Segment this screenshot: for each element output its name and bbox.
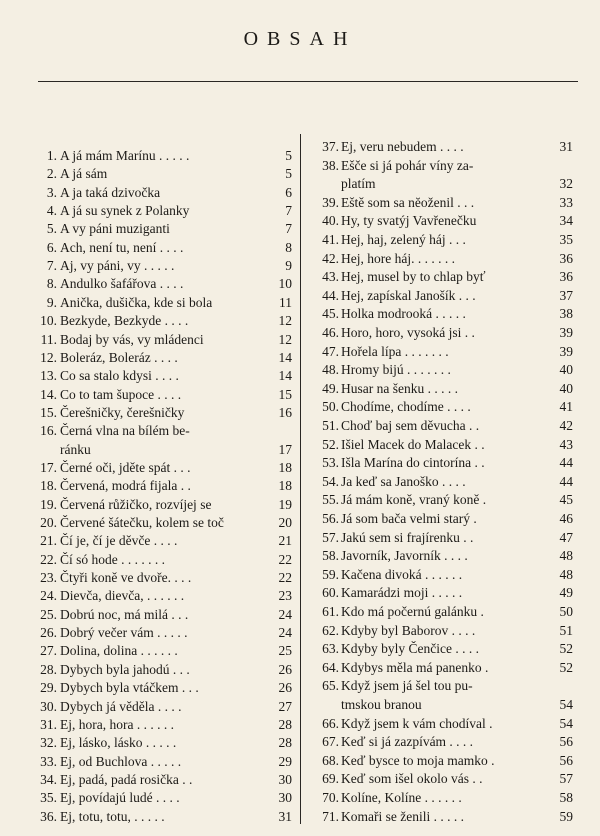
entry-title: Holka modrooká . . . . . bbox=[341, 306, 466, 322]
entry-title: ránku bbox=[60, 441, 91, 457]
entry-page-number: 12 bbox=[278, 313, 292, 329]
entry-number: 46. bbox=[322, 325, 339, 340]
entry-number: 19. bbox=[40, 496, 57, 512]
entry-title: Kdyby byly Čenčice . . . . bbox=[341, 641, 479, 657]
entry-page-number: 34 bbox=[559, 213, 573, 229]
entry-page-number: 7 bbox=[285, 203, 292, 219]
entry-page-number: 44 bbox=[559, 455, 573, 471]
entry-page-number: 48 bbox=[559, 566, 573, 582]
entry-title: Dybych byla vtáčkem . . . bbox=[60, 680, 199, 696]
toc-entry bbox=[30, 458, 292, 478]
entry-title: Ej, padá, padá rosička . . bbox=[60, 771, 193, 787]
entry-number: 16. bbox=[40, 423, 57, 439]
entry-title: Kdyby byl Baborov . . . . bbox=[341, 622, 476, 638]
entry-page-number: 12 bbox=[278, 331, 292, 347]
entry-number: 39. bbox=[322, 194, 339, 210]
toc-entry bbox=[308, 621, 573, 641]
toc-entry bbox=[308, 249, 573, 269]
entry-page-number: 24 bbox=[278, 625, 292, 641]
entry-page-number: 18 bbox=[278, 478, 292, 494]
toc-entry bbox=[30, 586, 292, 606]
entry-number: 63. bbox=[322, 641, 339, 657]
entry-number: 4. bbox=[46, 203, 57, 219]
entry-number: 20. bbox=[40, 515, 57, 530]
entry-number: 34. bbox=[40, 771, 57, 787]
toc-entry bbox=[30, 752, 292, 772]
toc-entry bbox=[308, 156, 573, 176]
entry-page-number: 22 bbox=[278, 551, 292, 567]
entry-page-number: 46 bbox=[559, 511, 573, 526]
entry-title: Kamarádzi moji . . . . . bbox=[341, 585, 463, 601]
toc-entry bbox=[30, 697, 292, 717]
entry-title: Hromy bijú . . . . . . . bbox=[341, 362, 451, 378]
entry-title: Husar na šenku . . . . . bbox=[341, 380, 458, 396]
entry-number: 23. bbox=[40, 570, 57, 586]
entry-page-number: 49 bbox=[559, 585, 573, 601]
entry-page-number: 28 bbox=[278, 735, 292, 751]
toc-entry bbox=[308, 435, 573, 455]
entry-page-number: 16 bbox=[278, 404, 292, 420]
toc-entry bbox=[308, 490, 573, 510]
entry-page-number: 5 bbox=[285, 148, 292, 163]
entry-title: Ej, totu, totu, . . . . . bbox=[60, 808, 165, 824]
entry-title: Kdybys měla má panenko . bbox=[341, 659, 489, 675]
title-rule bbox=[38, 81, 578, 82]
toc-entry bbox=[30, 733, 292, 753]
toc-entry bbox=[308, 602, 573, 622]
entry-number: 66. bbox=[322, 715, 339, 731]
entry-number: 61. bbox=[322, 604, 339, 619]
entry-title: Čerešničky, čerešničky bbox=[60, 404, 185, 420]
entry-title: Kolíne, Kolíne . . . . . . bbox=[341, 790, 462, 805]
entry-title: Co to tam šupoce . . . . bbox=[60, 386, 182, 402]
entry-title: Komaři se ženili . . . . . bbox=[341, 808, 464, 824]
entry-number: 31. bbox=[40, 716, 57, 732]
toc-entry bbox=[308, 807, 573, 827]
entry-number: 30. bbox=[40, 698, 57, 714]
entry-number: 1. bbox=[46, 148, 57, 163]
entry-page-number: 14 bbox=[278, 368, 292, 384]
entry-page-number: 42 bbox=[559, 418, 573, 433]
entry-number: 52. bbox=[322, 436, 339, 452]
toc-entry bbox=[308, 379, 573, 399]
toc-entry bbox=[30, 660, 292, 680]
entry-page-number: 40 bbox=[559, 362, 573, 378]
entry-page-number: 27 bbox=[278, 698, 292, 714]
toc-entry bbox=[308, 342, 573, 362]
entry-title: Jakú sem si frajírenku . . bbox=[341, 529, 474, 545]
toc-entry bbox=[30, 164, 292, 184]
entry-page-number: 17 bbox=[278, 441, 292, 457]
toc-entry bbox=[308, 751, 573, 771]
entry-page-number: 11 bbox=[279, 294, 292, 310]
toc-entry bbox=[30, 219, 292, 239]
entry-number: 54. bbox=[322, 473, 339, 489]
entry-title: Červená, modrá fijala . . bbox=[60, 478, 191, 494]
entry-title: Andulko šafářova . . . . bbox=[60, 276, 184, 292]
entry-number: 62. bbox=[322, 622, 339, 638]
entry-title: Ej, hora, hora . . . . . . bbox=[60, 716, 174, 732]
entry-page-number: 19 bbox=[278, 496, 292, 512]
entry-number: 67. bbox=[322, 734, 339, 750]
entry-number: 33. bbox=[40, 753, 57, 769]
toc-entry bbox=[308, 565, 573, 585]
toc-entry bbox=[30, 531, 292, 551]
entry-number: 44. bbox=[322, 287, 339, 303]
entry-title: A já su synek z Polanky bbox=[60, 203, 190, 219]
entry-title: Eště som sa nĕoženil . . . bbox=[341, 194, 475, 210]
entry-title: Ej, povídajú ludé . . . . bbox=[60, 790, 180, 806]
entry-number: 28. bbox=[40, 661, 57, 677]
entry-page-number: 58 bbox=[559, 790, 573, 805]
toc-entry bbox=[30, 440, 292, 460]
entry-number: 70. bbox=[322, 790, 339, 805]
toc-entry bbox=[308, 193, 573, 213]
toc-entry bbox=[30, 550, 292, 570]
entry-number: 50. bbox=[322, 399, 339, 415]
entry-title: Boleráz, Boleráz . . . . bbox=[60, 349, 178, 365]
entry-page-number: 6 bbox=[285, 184, 292, 200]
toc-entry bbox=[308, 416, 573, 436]
toc-entry bbox=[30, 293, 292, 313]
toc-entry bbox=[30, 641, 292, 661]
entry-number: 3. bbox=[46, 184, 57, 200]
toc-entry bbox=[308, 714, 573, 734]
toc-entry bbox=[308, 788, 573, 808]
entry-title: Aj, vy páni, vy . . . . . bbox=[60, 258, 175, 274]
toc-entry bbox=[30, 421, 292, 441]
toc-entry bbox=[30, 770, 292, 790]
entry-number: 26. bbox=[40, 625, 57, 641]
entry-title: Javorník, Javorník . . . . bbox=[341, 548, 468, 564]
entry-title: Ach, není tu, není . . . . bbox=[60, 239, 184, 255]
entry-title: Anička, dušička, kde si bola bbox=[60, 294, 213, 310]
entry-title: Čtyři koně ve dvoře. . . . bbox=[60, 570, 192, 586]
toc-entry bbox=[30, 807, 292, 827]
entry-number: 57. bbox=[322, 529, 339, 545]
entry-page-number: 39 bbox=[559, 343, 573, 359]
entry-number: 45. bbox=[322, 306, 339, 322]
entry-title: Hořela lípa . . . . . . . bbox=[341, 343, 449, 359]
toc-entry bbox=[308, 453, 573, 473]
entry-title: Čí je, čí je děvče . . . . bbox=[60, 533, 178, 549]
toc-entry bbox=[308, 695, 573, 715]
toc-entry bbox=[308, 174, 573, 194]
entry-page-number: 35 bbox=[559, 232, 573, 247]
entry-page-number: 28 bbox=[278, 716, 292, 732]
toc-entry bbox=[30, 238, 292, 258]
entry-number: 10. bbox=[40, 313, 57, 329]
entry-number: 18. bbox=[40, 478, 57, 494]
entry-title: tmskou branou bbox=[341, 697, 422, 712]
entry-title: Červené šátečku, kolem se toč bbox=[60, 515, 224, 530]
entry-title: Hy, ty svatýj Vavřenečku bbox=[341, 213, 477, 229]
entry-page-number: 33 bbox=[559, 194, 573, 210]
entry-title: Já mám koně, vraný koně . bbox=[341, 492, 487, 508]
entry-page-number: 26 bbox=[278, 661, 292, 677]
entry-title: Dolina, dolina . . . . . . bbox=[60, 643, 178, 659]
toc-entry bbox=[30, 403, 292, 423]
entry-page-number: 44 bbox=[559, 473, 573, 489]
entry-title: Choď baj sem děvucha . . bbox=[341, 418, 480, 433]
entry-number: 49. bbox=[322, 380, 339, 396]
entry-page-number: 56 bbox=[559, 734, 573, 750]
entry-page-number: 45 bbox=[559, 492, 573, 508]
toc-entry bbox=[308, 546, 573, 566]
toc-entry bbox=[30, 146, 292, 166]
entry-page-number: 25 bbox=[278, 643, 292, 659]
toc-entry bbox=[30, 330, 292, 350]
entry-number: 47. bbox=[322, 343, 339, 359]
entry-number: 38. bbox=[322, 157, 339, 173]
entry-page-number: 5 bbox=[285, 166, 292, 182]
entry-title: Bodaj by vás, vy mládenci bbox=[60, 331, 204, 347]
toc-entry bbox=[308, 230, 573, 250]
entry-title: Já som bača velmi starý . bbox=[341, 511, 477, 526]
entry-number: 36. bbox=[40, 808, 57, 824]
entry-page-number: 37 bbox=[559, 287, 573, 303]
entry-title: A vy páni muziganti bbox=[60, 221, 170, 237]
entry-title: Ej, lásko, lásko . . . . . bbox=[60, 735, 177, 751]
entry-title: Ja keď sa Janoško . . . . bbox=[341, 473, 466, 489]
entry-number: 22. bbox=[40, 551, 57, 567]
entry-title: Hej, haj, zelený háj . . . bbox=[341, 232, 466, 247]
entry-title: Hej, musel by to chlap byť bbox=[341, 269, 486, 285]
entry-page-number: 8 bbox=[285, 239, 292, 255]
entry-number: 65. bbox=[322, 678, 339, 694]
entry-page-number: 20 bbox=[278, 515, 292, 530]
entry-title: Keď bysce to moja mamko . bbox=[341, 752, 495, 768]
entry-number: 48. bbox=[322, 362, 339, 378]
entry-page-number: 39 bbox=[559, 325, 573, 340]
toc-entry bbox=[308, 769, 573, 789]
entry-page-number: 52 bbox=[559, 659, 573, 675]
entry-number: 15. bbox=[40, 404, 57, 420]
entry-page-number: 22 bbox=[278, 570, 292, 586]
entry-number: 55. bbox=[322, 492, 339, 508]
toc-entry bbox=[30, 788, 292, 808]
toc-entry bbox=[308, 472, 573, 492]
entry-page-number: 30 bbox=[278, 771, 292, 787]
entry-title: Horo, horo, vysoká jsi . . bbox=[341, 325, 475, 340]
toc-entry bbox=[30, 183, 292, 203]
entry-page-number: 38 bbox=[559, 306, 573, 322]
entry-title: platím bbox=[341, 176, 376, 192]
entry-title: A ja taká dzivočka bbox=[60, 184, 161, 200]
entry-title: Kdo má počernú galánku . bbox=[341, 604, 484, 619]
toc-entry bbox=[30, 385, 292, 405]
toc-entry bbox=[308, 267, 573, 287]
toc-entry bbox=[308, 639, 573, 659]
entry-number: 40. bbox=[322, 213, 339, 229]
entry-number: 35. bbox=[40, 790, 57, 806]
toc-entry bbox=[308, 137, 573, 157]
entry-number: 68. bbox=[322, 752, 339, 768]
entry-title: Když jsem já šel tou pu- bbox=[341, 678, 473, 694]
toc-entry bbox=[308, 286, 573, 306]
entry-page-number: 10 bbox=[278, 276, 292, 292]
toc-entry bbox=[308, 211, 573, 231]
entry-page-number: 36 bbox=[559, 269, 573, 285]
toc-entry bbox=[30, 476, 292, 496]
entry-title: Červená růžičko, rozvíjej se bbox=[60, 496, 212, 512]
entry-page-number: 14 bbox=[278, 349, 292, 365]
entry-title: A já mám Marínu . . . . . bbox=[60, 148, 190, 163]
entry-page-number: 29 bbox=[278, 753, 292, 769]
column-divider bbox=[300, 134, 301, 824]
entry-title: Hej, hore háj. . . . . . . bbox=[341, 250, 455, 266]
entry-number: 2. bbox=[46, 166, 57, 182]
entry-title: Bezkyde, Bezkyde . . . . bbox=[60, 313, 189, 329]
entry-page-number: 15 bbox=[278, 386, 292, 402]
entry-title: Kačena divoká . . . . . . bbox=[341, 566, 463, 582]
entry-page-number: 24 bbox=[278, 606, 292, 622]
entry-number: 13. bbox=[40, 368, 57, 384]
entry-page-number: 18 bbox=[278, 459, 292, 475]
entry-title: Ej, od Buchlova . . . . . bbox=[60, 753, 182, 769]
toc-entry bbox=[30, 256, 292, 276]
toc-entry bbox=[308, 304, 573, 324]
toc-entry bbox=[30, 495, 292, 515]
toc-entry bbox=[308, 397, 573, 417]
entry-page-number: 7 bbox=[285, 221, 292, 237]
entry-number: 11. bbox=[40, 331, 57, 347]
entry-page-number: 57 bbox=[559, 771, 573, 787]
entry-title: Černá vlna na bílém be- bbox=[60, 423, 190, 439]
toc-entry bbox=[30, 568, 292, 588]
entry-number: 41. bbox=[322, 232, 339, 247]
entry-number: 58. bbox=[322, 548, 339, 564]
entry-title: Když jsem k vám chodíval . bbox=[341, 715, 493, 731]
entry-title: A já sám bbox=[60, 166, 108, 182]
toc-entry bbox=[308, 583, 573, 603]
entry-page-number: 40 bbox=[559, 380, 573, 396]
page-title: OBSAH bbox=[243, 28, 357, 50]
entry-number: 12. bbox=[40, 349, 57, 365]
entry-title: Ešče si já pohár víny za- bbox=[341, 157, 474, 173]
entry-number: 29. bbox=[40, 680, 57, 696]
entry-page-number: 54 bbox=[559, 715, 573, 731]
entry-number: 43. bbox=[322, 269, 339, 285]
entry-number: 53. bbox=[322, 455, 339, 471]
entry-title: Dobrú noc, má milá . . . bbox=[60, 606, 189, 622]
entry-title: Ej, veru nebudem . . . . bbox=[341, 139, 464, 154]
entry-page-number: 32 bbox=[559, 176, 573, 192]
entry-number: 5. bbox=[46, 221, 57, 237]
entry-page-number: 41 bbox=[559, 399, 573, 415]
entry-number: 69. bbox=[322, 771, 339, 787]
entry-title: Išiel Macek do Malacek . . bbox=[341, 436, 485, 452]
entry-page-number: 31 bbox=[559, 139, 573, 154]
toc-entry bbox=[30, 715, 292, 735]
entry-number: 37. bbox=[322, 139, 339, 154]
toc-entry bbox=[308, 323, 573, 343]
entry-number: 25. bbox=[40, 606, 57, 622]
entry-title: Dievča, dievča, . . . . . . bbox=[60, 588, 185, 604]
entry-page-number: 30 bbox=[278, 790, 292, 806]
toc-entry bbox=[308, 658, 573, 678]
entry-title: Chodíme, chodíme . . . . bbox=[341, 399, 471, 415]
entry-number: 24. bbox=[40, 588, 57, 604]
entry-page-number: 36 bbox=[559, 250, 573, 266]
toc-entry bbox=[30, 311, 292, 331]
entry-number: 42. bbox=[322, 250, 339, 266]
entry-number: 8. bbox=[46, 276, 57, 292]
entry-number: 21. bbox=[40, 533, 57, 549]
entry-number: 6. bbox=[46, 239, 57, 255]
entry-page-number: 52 bbox=[559, 641, 573, 657]
entry-title: Dobrý večer vám . . . . . bbox=[60, 625, 188, 641]
entry-title: Išla Marína do cintorína . . bbox=[341, 455, 485, 471]
toc-entry bbox=[308, 528, 573, 548]
toc-entry bbox=[308, 732, 573, 752]
entry-number: 7. bbox=[46, 258, 57, 274]
entry-number: 17. bbox=[40, 459, 57, 475]
entry-page-number: 23 bbox=[278, 588, 292, 604]
entry-page-number: 26 bbox=[278, 680, 292, 696]
toc-entry bbox=[30, 348, 292, 368]
entry-page-number: 21 bbox=[278, 533, 292, 549]
entry-number: 71. bbox=[322, 808, 339, 824]
entry-title: Dybych byla jahodú . . . bbox=[60, 661, 190, 677]
entry-title: Čí só hode . . . . . . . bbox=[60, 551, 166, 567]
entry-number: 56. bbox=[322, 511, 339, 526]
entry-page-number: 47 bbox=[559, 529, 573, 545]
entry-number: 14. bbox=[40, 386, 57, 402]
toc-entry bbox=[30, 366, 292, 386]
toc-entry bbox=[308, 676, 573, 696]
entry-page-number: 59 bbox=[559, 808, 573, 824]
entry-number: 60. bbox=[322, 585, 339, 601]
toc-entry bbox=[308, 509, 573, 529]
entry-title: Keď som išel okolo vás . . bbox=[341, 771, 483, 787]
toc-entry bbox=[30, 623, 292, 643]
entry-title: Keď si já zazpívám . . . . bbox=[341, 734, 474, 750]
entry-page-number: 54 bbox=[559, 697, 573, 712]
entry-page-number: 56 bbox=[559, 752, 573, 768]
toc-entry bbox=[30, 274, 292, 294]
toc-entry bbox=[30, 678, 292, 698]
entry-number: 51. bbox=[322, 418, 339, 433]
entry-page-number: 48 bbox=[559, 548, 573, 564]
entry-number: 9. bbox=[46, 294, 57, 310]
entry-number: 27. bbox=[40, 643, 57, 659]
entry-page-number: 50 bbox=[559, 604, 573, 619]
entry-title: Dybych já věděla . . . . bbox=[60, 698, 182, 714]
entry-page-number: 9 bbox=[285, 258, 292, 274]
entry-number: 59. bbox=[322, 566, 339, 582]
entry-number: 32. bbox=[40, 735, 57, 751]
entry-page-number: 43 bbox=[559, 436, 573, 452]
entry-title: Hej, zapískal Janošík . . . bbox=[341, 287, 476, 303]
entry-page-number: 31 bbox=[278, 808, 292, 824]
entry-title: Černé oči, jděte spát . . . bbox=[60, 459, 191, 475]
toc-entry bbox=[30, 201, 292, 221]
toc-entry bbox=[30, 605, 292, 625]
entry-page-number: 51 bbox=[559, 622, 573, 638]
entry-number: 64. bbox=[322, 659, 339, 675]
entry-title: Co sa stalo kdysi . . . . bbox=[60, 368, 179, 384]
toc-entry bbox=[308, 360, 573, 380]
toc-entry bbox=[30, 513, 292, 533]
